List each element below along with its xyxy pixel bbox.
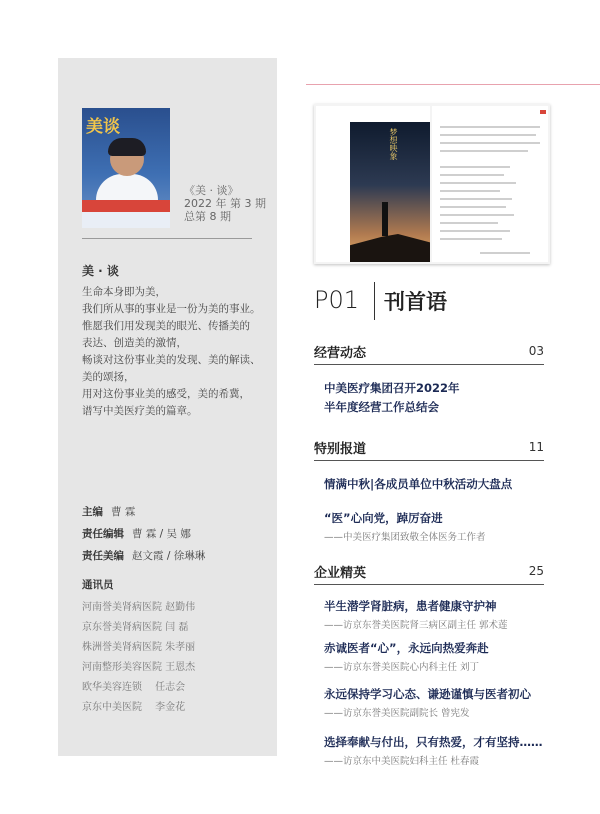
spread-title: 梦想映象 (389, 128, 398, 160)
mei-line: 生命本身即为美， (82, 286, 166, 298)
mei-line: 谱写中美医疗美的篇章。 (82, 405, 198, 417)
section-page: 25 (528, 564, 544, 578)
article-subtitle: ——访京东誉美医院肾三病区副主任 郭术莲 (324, 620, 508, 631)
staff-art-name: 赵文霞 / 徐琳琳 (132, 550, 206, 562)
correspondent: 河南誉美肾病医院 赵勤伟 (82, 602, 196, 613)
correspondents-title: 通讯员 (82, 579, 114, 591)
text-line (440, 166, 510, 168)
article-title[interactable]: 中美医疗集团召开2022年 (324, 381, 460, 395)
toc-page-title[interactable]: 刊首语 (384, 290, 447, 314)
cover-red-band (82, 200, 170, 212)
mei-line: 惟愿我们用发现美的眼光、传播美的 (82, 320, 250, 332)
article-title[interactable]: 半年度经营工作总结会 (324, 400, 439, 414)
text-line (440, 238, 502, 240)
staff-editor-label: 主编 (82, 506, 103, 518)
toc-page-number: P01 (314, 286, 360, 314)
correspondent: 京东誉美肾病医院 闫 磊 (82, 622, 189, 633)
text-line (440, 126, 540, 128)
sidebar-divider (82, 238, 252, 239)
toc-title-separator (374, 282, 375, 320)
magazine-name: 《美 · 谈》 (184, 184, 239, 197)
magazine-cover[interactable] (82, 108, 170, 228)
section-page: 03 (528, 344, 544, 358)
staff-resp-label: 责任编辑 (82, 528, 124, 540)
staff-editor-name: 曹 霖 (111, 506, 136, 518)
spread-red-mark (540, 110, 546, 114)
article-subtitle: ——访京东誉美医院副院长 曾宪发 (324, 708, 470, 719)
mei-line: 畅谈对这份事业美的发现、美的解读、 (82, 354, 261, 366)
mei-line: 表达、创造美的激情， (82, 337, 187, 349)
cover-logo: 美谈 (86, 117, 120, 137)
text-line (440, 134, 536, 136)
section-header[interactable] (314, 342, 544, 365)
text-line (440, 222, 498, 224)
article-subtitle: ——访京东誉美医院心内科主任 刘丁 (324, 662, 480, 673)
section-header[interactable] (314, 438, 544, 461)
section-name: 企业精英 (314, 566, 367, 581)
cover-info (184, 184, 266, 223)
staff-art-editor (82, 548, 205, 563)
text-line (480, 252, 530, 254)
article-title[interactable]: 选择奉献与付出，只有热爱，才有坚持…… (324, 735, 543, 749)
correspondent: 欧华美容连锁 任志会 (82, 682, 186, 693)
correspondent: 河南整形美容医院 王恩杰 (82, 662, 196, 673)
text-line (440, 230, 510, 232)
mei-body (82, 284, 272, 420)
section-name: 经营动态 (314, 346, 367, 361)
staff-editor (82, 504, 135, 519)
spread-right-page (432, 106, 548, 262)
staff-resp-name: 曹 霖 / 吴 娜 (132, 528, 191, 540)
staff-resp-editor (82, 526, 191, 541)
text-line (440, 214, 514, 216)
article-title[interactable]: 情满中秋|各成员单位中秋活动大盘点 (324, 477, 513, 491)
text-line (440, 182, 516, 184)
article-title[interactable]: “医”心向党，踔厉奋进 (324, 511, 443, 525)
top-accent-line (306, 84, 600, 85)
article-title[interactable]: 赤诚医者“心”，永远向热爱奔赴 (324, 641, 489, 655)
staff-art-label: 责任美编 (82, 550, 124, 562)
text-line (440, 142, 540, 144)
text-line (440, 174, 504, 176)
article-title[interactable]: 半生潜学肾脏病，患者健康守护神 (324, 599, 497, 613)
article-subtitle: ——中美医疗集团致敬全体医务工作者 (324, 532, 486, 543)
article-title[interactable]: 永远保持学习心态、谦逊谨慎与医者初心 (324, 687, 531, 701)
text-line (440, 190, 500, 192)
section-header[interactable] (314, 562, 544, 585)
section-name: 特别报道 (314, 442, 367, 457)
section-page: 11 (528, 440, 544, 454)
text-line (440, 206, 506, 208)
spread-left-page (316, 106, 430, 262)
text-line (440, 150, 528, 152)
cover-bottom-band (82, 212, 170, 228)
mei-line: 用对这份事业美的感受，美的希冀， (82, 388, 250, 400)
article-subtitle: ——访京东中美医院妇科主任 杜春霞 (324, 756, 480, 767)
article-spread-image[interactable] (314, 104, 550, 264)
mei-line: 我们所从事的事业是一份为美的事业。 (82, 303, 261, 315)
spread-figure (382, 202, 388, 236)
issue-total: 总第 8 期 (184, 210, 231, 223)
correspondent: 株洲誉美肾病医院 朱孝丽 (82, 642, 196, 653)
mei-title: 美 · 谈 (82, 264, 119, 278)
cover-person-hair (108, 138, 146, 156)
mei-line: 美的颂扬， (82, 371, 135, 383)
text-line (440, 198, 512, 200)
correspondent: 京东中美医院 李金花 (82, 702, 186, 713)
issue-year: 2022 年 第 3 期 (184, 197, 266, 210)
